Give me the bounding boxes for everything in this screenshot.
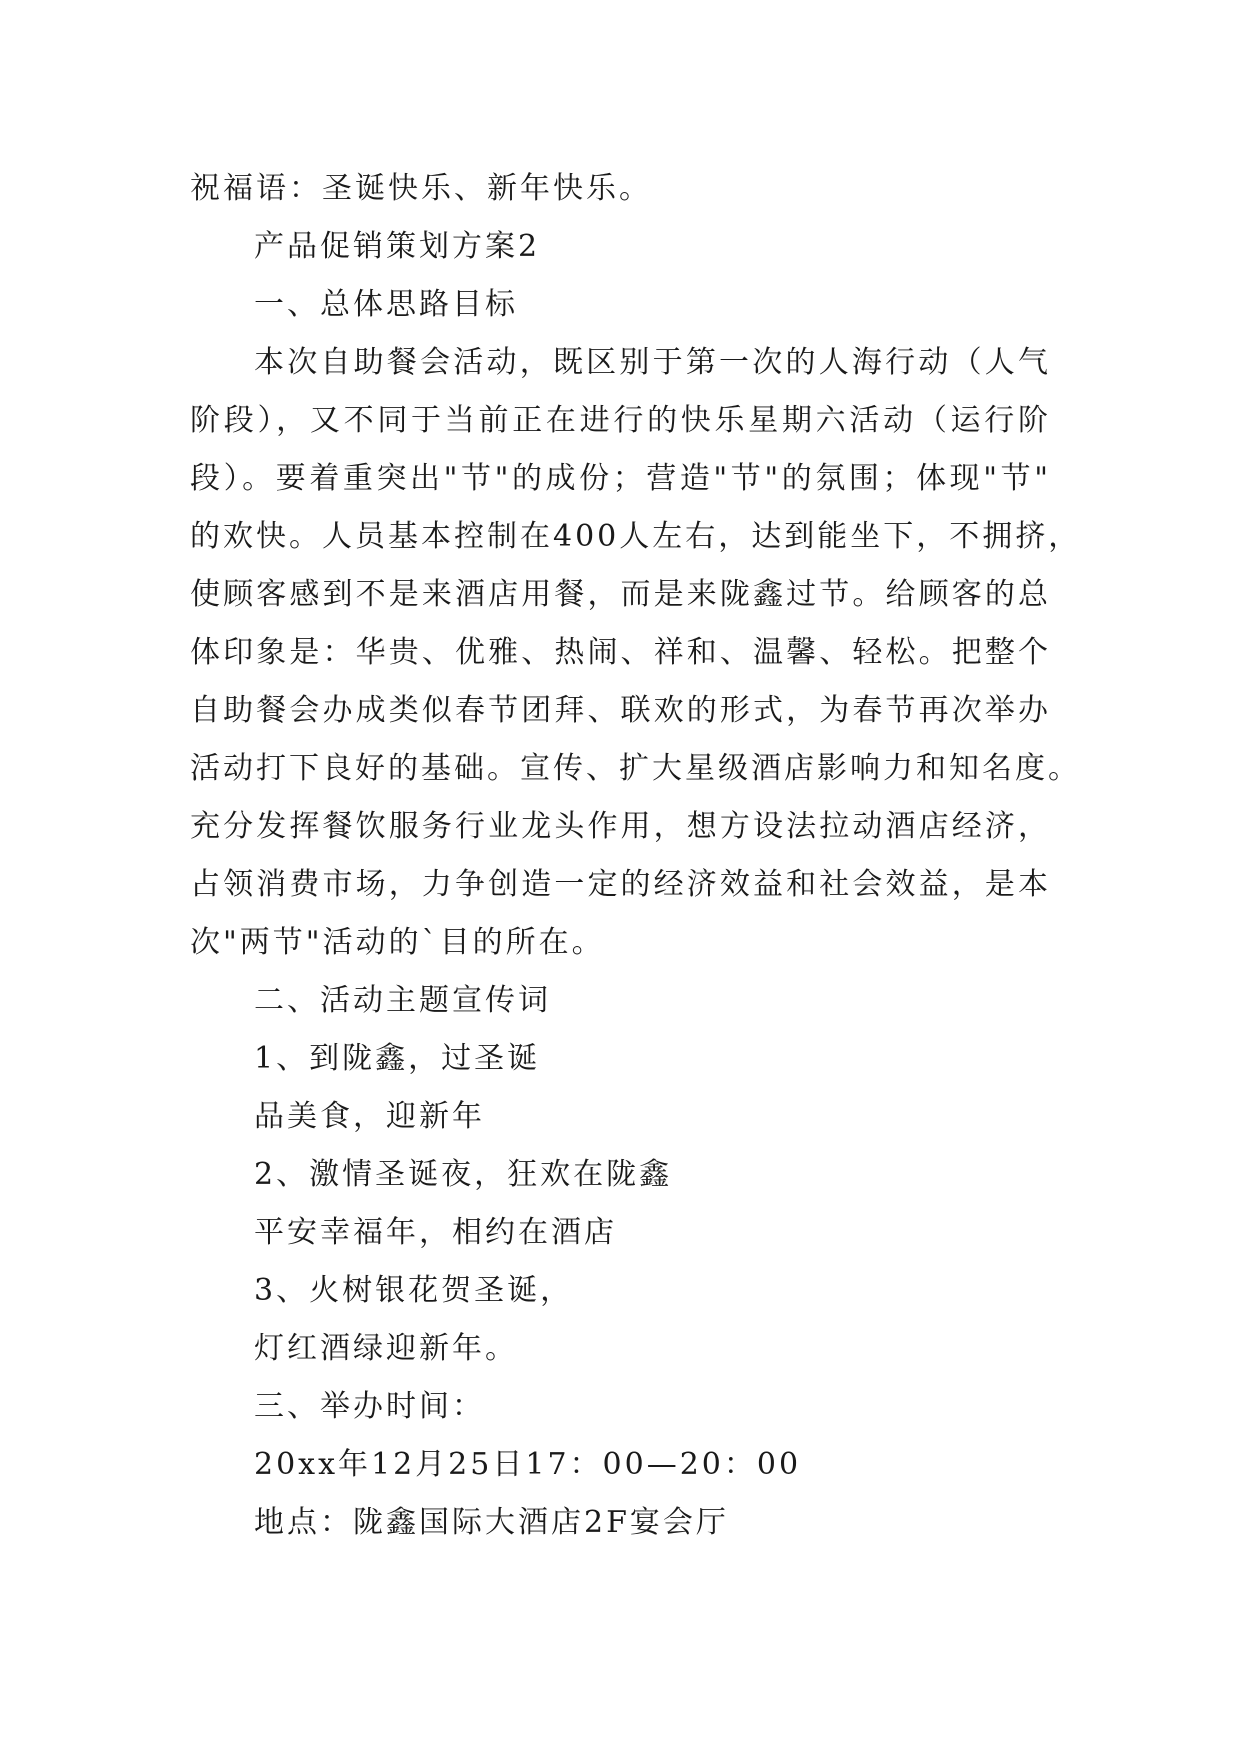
body-line: 占领消费市场，力争创造一定的经济效益和社会效益，是本 — [190, 867, 1051, 902]
body-line: 次"两节"活动的`目的所在。 — [190, 925, 605, 960]
event-location: 地点：陇鑫国际大酒店2F宴会厅 — [254, 1505, 729, 1540]
body-line: 本次自助餐会活动，既区别于第一次的人海行动（人气 — [254, 345, 1051, 380]
plan-title: 产品促销策划方案2 — [254, 229, 541, 264]
body-line: 活动打下良好的基础。宣传、扩大星级酒店影响力和知名度。 — [190, 751, 1081, 786]
section-1-body — [190, 334, 1082, 972]
slogan-line: 1、到陇鑫，过圣诞 — [254, 1041, 541, 1076]
body-line: 段）。要着重突出"节"的成份；营造"节"的氛围；体现"节" — [190, 461, 1051, 496]
section-2-heading: 二、活动主题宣传词 — [254, 983, 551, 1018]
slogan-line: 平安幸福年，相约在酒店 — [254, 1215, 617, 1250]
slogan-line: 2、激情圣诞夜，狂欢在陇鑫 — [254, 1157, 673, 1192]
greeting-line: 祝福语：圣诞快乐、新年快乐。 — [190, 171, 652, 206]
body-line: 自助餐会办成类似春节团拜、联欢的形式，为春节再次举办 — [190, 693, 1051, 728]
section-1-heading: 一、总体思路目标 — [254, 287, 518, 322]
slogan-line: 灯红酒绿迎新年。 — [254, 1331, 518, 1366]
body-line: 的欢快。人员基本控制在400人左右，达到能坐下，不拥挤， — [190, 519, 1082, 554]
body-line: 体印象是：华贵、优雅、热闹、祥和、温馨、轻松。把整个 — [190, 635, 1051, 670]
body-line: 使顾客感到不是来酒店用餐，而是来陇鑫过节。给顾客的总 — [190, 577, 1051, 612]
event-time: 20xx年12月25日17：00—20：00 — [254, 1447, 802, 1482]
section-3-heading: 三、举办时间： — [254, 1389, 485, 1424]
slogan-line: 3、火树银花贺圣诞， — [254, 1273, 574, 1308]
body-line: 阶段），又不同于当前正在进行的快乐星期六活动（运行阶 — [190, 403, 1051, 438]
slogan-line: 品美食，迎新年 — [254, 1099, 485, 1134]
body-line: 充分发挥餐饮服务行业龙头作用，想方设法拉动酒店经济， — [190, 809, 1051, 844]
document-body — [190, 160, 1082, 1552]
